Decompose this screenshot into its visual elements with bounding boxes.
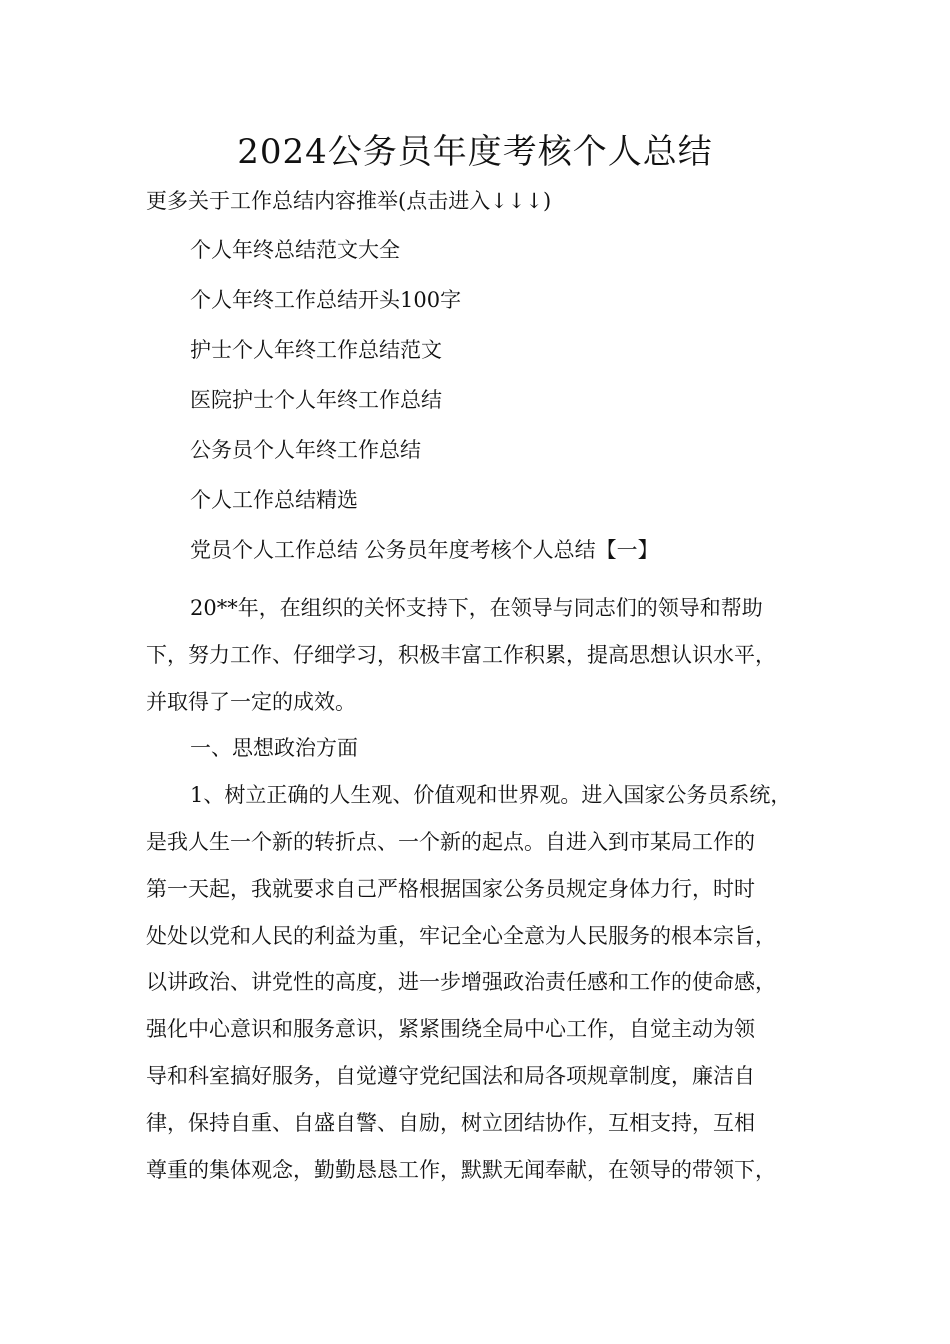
document-title: 2024公务员年度考核个人总结 — [237, 132, 713, 172]
paragraph-section-1 — [146, 772, 826, 1193]
text-line: 尊重的集体观念，勤勤恳恳工作，默默无闻奉献，在领导的带领下， — [146, 1157, 776, 1182]
text-line: 并取得了一定的成效。 — [146, 689, 356, 714]
recommended-link[interactable]: 公务员个人年终工作总结 — [190, 438, 421, 462]
text-line: 下，努力工作、仔细学习，积极丰富工作积累，提高思想认识水平， — [146, 642, 776, 667]
text-line: 是我人生一个新的转折点、一个新的起点。自进入到市某局工作的 — [146, 829, 755, 854]
recommended-link[interactable]: 医院护士个人年终工作总结 — [190, 388, 442, 412]
recommended-link[interactable]: 党员个人工作总结 公务员年度考核个人总结【一】 — [190, 538, 659, 562]
text-line: 强化中心意识和服务意识，紧紧围绕全局中心工作，自觉主动为领 — [146, 1017, 755, 1042]
section-heading — [146, 725, 826, 772]
text-line: 导和科室搞好服务，自觉遵守党纪国法和局各项规章制度，廉洁自 — [146, 1063, 755, 1088]
text-line: 1、树立正确的人生观、价值观和世界观。进入国家公务员系统， — [190, 783, 792, 808]
document-body — [146, 585, 826, 1193]
recommended-links-list — [190, 235, 659, 585]
text-line: 第一天起，我就要求自己严格根据国家公务员规定身体力行，时时 — [146, 876, 755, 901]
recommended-link[interactable]: 个人年终总结范文大全 — [190, 238, 400, 262]
text-line: 一、思想政治方面 — [190, 736, 358, 761]
text-line: 以讲政治、讲党性的高度，进一步增强政治责任感和工作的使命感， — [146, 970, 776, 995]
recommended-link[interactable]: 护士个人年终工作总结范文 — [190, 338, 442, 362]
paragraph-intro — [146, 585, 826, 725]
text-line: 20**年，在组织的关怀支持下，在领导与同志们的领导和帮助 — [190, 596, 763, 620]
text-line: 处处以党和人民的利益为重，牢记全心全意为人民服务的根本宗旨， — [146, 923, 776, 948]
recommended-link[interactable]: 个人年终工作总结开头100字 — [190, 288, 462, 312]
recommendation-intro: 更多关于工作总结内容推举(点击进入↓↓↓) — [146, 189, 552, 213]
recommended-link[interactable]: 个人工作总结精选 — [190, 488, 358, 512]
text-line: 律，保持自重、自盛自警、自励，树立团结协作，互相支持，互相 — [146, 1110, 755, 1135]
